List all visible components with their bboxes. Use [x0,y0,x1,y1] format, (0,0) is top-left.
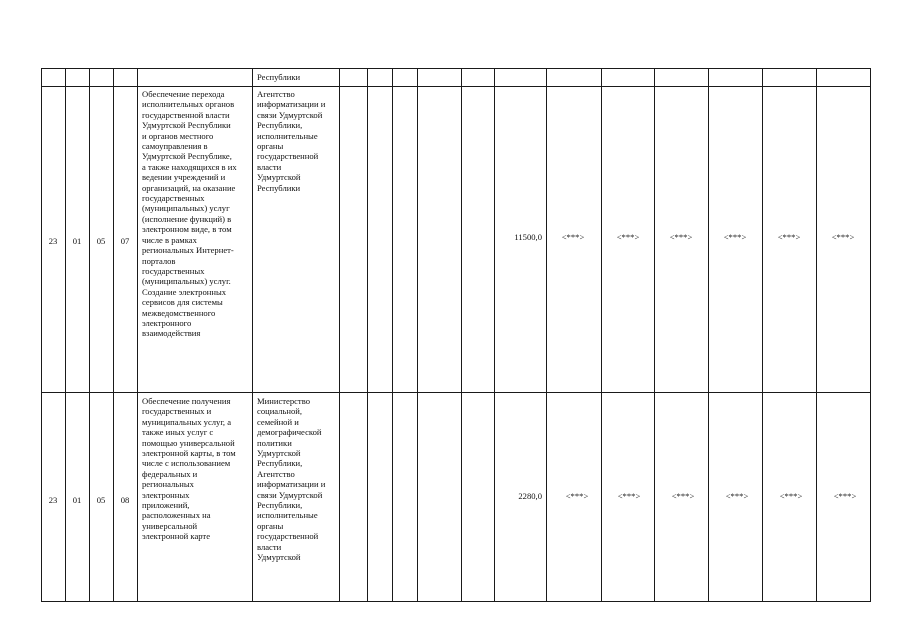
mark-cell: <***> [617,491,641,501]
header-row-bottom-border [41,86,871,87]
mark-cell: <***> [779,491,803,501]
mark-cell: <***> [777,232,801,242]
executor-name: Министерство социальной, семейной и демографической политики Удмуртской Республики, Агентство информатизации и связи Удмуртской Республики, исполнительные органы государственной власти Удмуртской [257,396,326,563]
om-code: 05 [96,495,106,505]
mark-cell: <***> [565,491,589,501]
col-line-12 [546,68,547,602]
col-line-14 [654,68,655,602]
col-line-16 [762,68,763,602]
mark-cell: <***> [725,491,749,501]
m-code: 07 [120,236,130,246]
gp-code: 23 [48,236,58,246]
executor-name: Агентство информатизации и связи Удмуртской Республики, исполнительные органы государственной власти Удмуртской Республики [257,89,326,193]
mark-cell: <***> [833,491,857,501]
table-top-border [41,68,871,69]
mark-cell: <***> [669,232,693,242]
col-line-4 [137,68,138,602]
amount-value: 2280,0 [518,491,542,501]
col-line-8 [392,68,393,602]
col-line-1 [65,68,66,602]
col-line-15 [708,68,709,602]
col-line-18 [870,68,871,602]
row-1-bottom-border [41,392,871,393]
amount-value: 11500,0 [514,232,542,242]
mark-cell: <***> [723,232,747,242]
col-line-6 [339,68,340,602]
measure-name: Обеспечение получения государственных и муниципальных услуг, а также иных услуг с помощью универсальной электронной карты, в том числе с использованием федеральных и региональных электронных приложений, расположенных на универсальной электронной карте [142,396,236,542]
col-line-10 [461,68,462,602]
gp-code: 23 [48,495,58,505]
table-bottom-border [41,601,871,602]
col-line-3 [113,68,114,602]
col-line-13 [601,68,602,602]
m-code: 08 [120,495,130,505]
om-code: 05 [96,236,106,246]
col-line-2 [89,68,90,602]
mark-cell: <***> [561,232,585,242]
header-executor-tail: Республики [257,72,301,82]
col-line-0 [41,68,42,602]
col-line-9 [417,68,418,602]
mark-cell: <***> [616,232,640,242]
col-line-11 [494,68,495,602]
col-line-7 [367,68,368,602]
col-line-17 [816,68,817,602]
measure-name: Обеспечение перехода исполнительных органов государственной власти Удмуртской Республики и органов местного самоуправления в Удмуртской Республике, а также находящихся в их ведении учреждений и организаций, на оказание государственных (муниципальных) услуг (исполнение функций) в электронном виде, в том числе в рамках региональных Интернет- порталов государственных (муниципальных) услуг. Создание электронных сервисов для системы межведомственного электронного взаимодействия [142,89,237,339]
mark-cell: <***> [671,491,695,501]
mark-cell: <***> [831,232,855,242]
pp-code: 01 [72,236,82,246]
col-line-5 [252,68,253,602]
pp-code: 01 [72,495,82,505]
